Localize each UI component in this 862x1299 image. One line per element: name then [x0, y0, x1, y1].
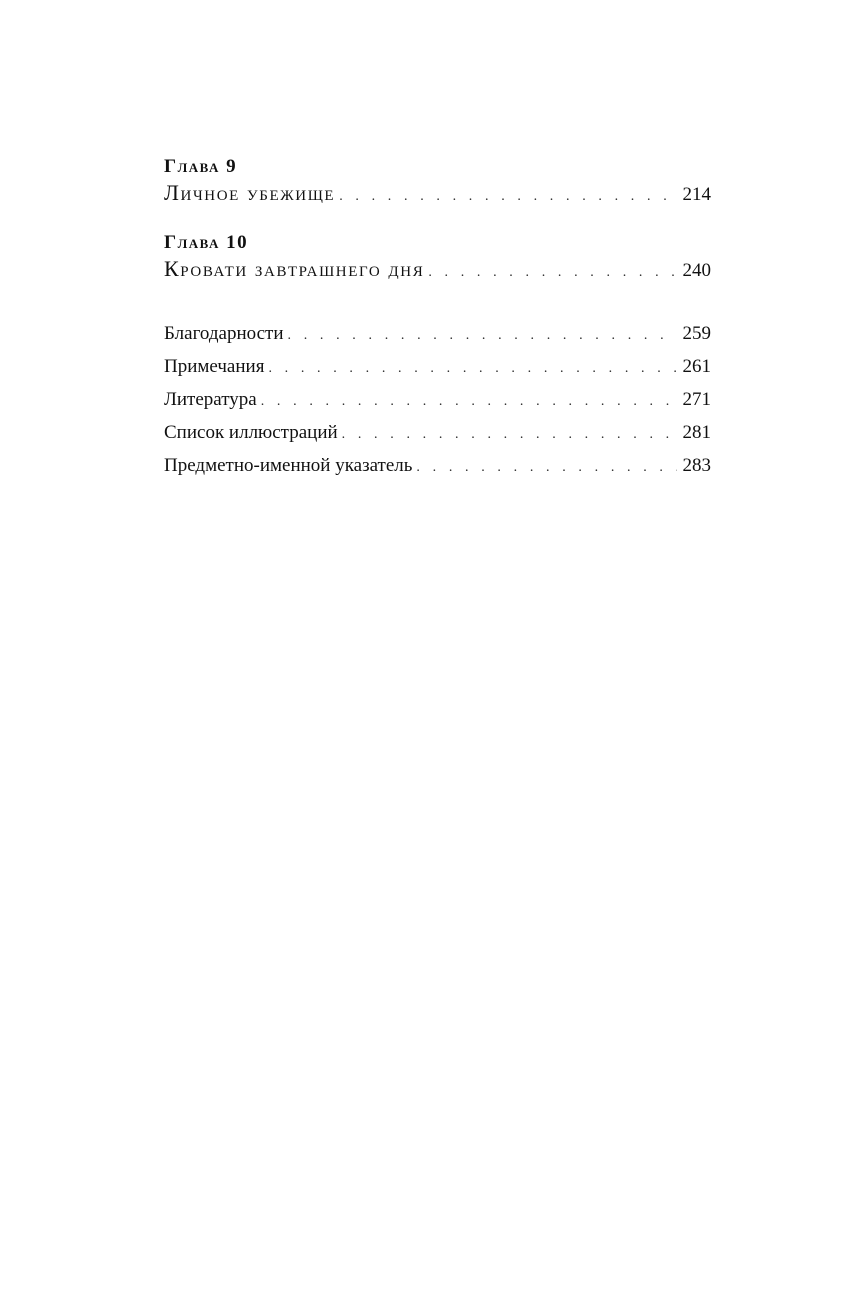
entry-title: Примечания	[164, 356, 265, 377]
toc-row	[164, 450, 711, 483]
chapter-title: Кровати завтрашнего дня	[164, 256, 425, 281]
dot-leader	[339, 182, 676, 212]
chapter-title: Личное убежище	[164, 180, 336, 205]
dot-leader	[261, 386, 677, 417]
chapter-entry	[164, 232, 711, 288]
dot-leader	[268, 353, 676, 384]
entry-title: Литература	[164, 389, 257, 410]
page-number: 283	[682, 455, 711, 476]
page-number: 261	[682, 356, 711, 377]
entry-title: Список иллюстраций	[164, 422, 338, 443]
page-number: 240	[682, 260, 711, 281]
page-number: 281	[682, 422, 711, 443]
toc-row	[164, 254, 711, 288]
chapter-label: Глава 9	[164, 156, 238, 177]
chapter-label: Глава 10	[164, 232, 249, 253]
page-number: 259	[682, 323, 711, 344]
entry-title: Благодарности	[164, 323, 284, 344]
toc-row	[164, 178, 711, 212]
dot-leader	[288, 320, 677, 351]
page-number: 214	[682, 184, 711, 205]
dot-leader	[342, 419, 677, 450]
chapter-entry	[164, 156, 711, 212]
dot-leader	[416, 452, 676, 483]
dot-leader	[428, 258, 676, 288]
page-number: 271	[682, 389, 711, 410]
toc-row	[164, 351, 711, 384]
toc-row	[164, 384, 711, 417]
entry-title: Предметно-именной указатель	[164, 455, 413, 476]
back-matter-list	[164, 318, 711, 483]
table-of-contents	[164, 156, 711, 483]
toc-row	[164, 318, 711, 351]
toc-row	[164, 417, 711, 450]
